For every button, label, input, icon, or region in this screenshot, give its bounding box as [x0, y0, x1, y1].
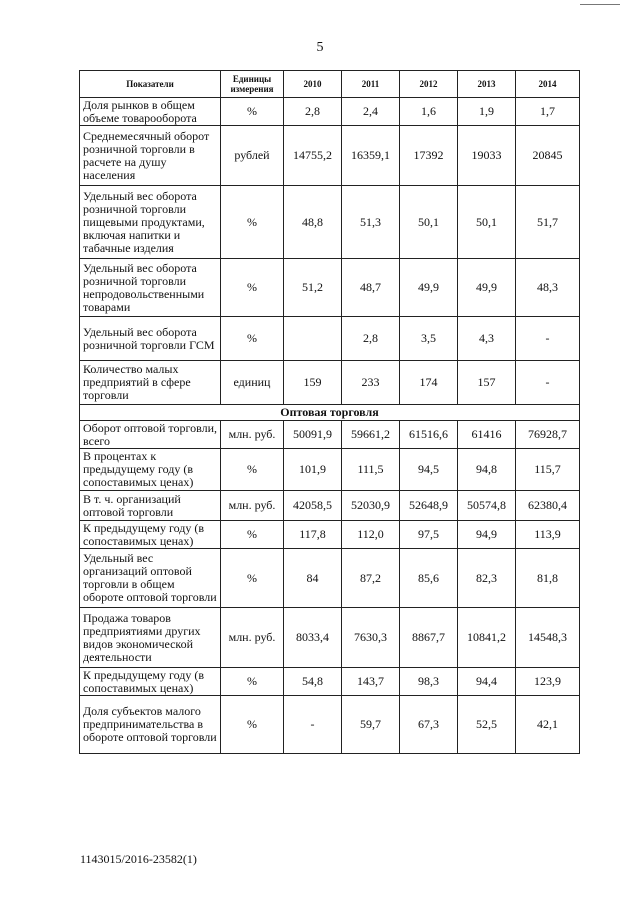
- unit-cell: %: [221, 186, 284, 259]
- value-cell: 94,5: [400, 449, 458, 491]
- indicator-cell: Количество малых предприятий в сфере торговли: [80, 361, 221, 405]
- indicator-cell: К предыдущему году (в сопоставимых ценах): [80, 521, 221, 549]
- value-cell: 174: [400, 361, 458, 405]
- unit-cell: %: [221, 549, 284, 608]
- unit-cell: %: [221, 98, 284, 126]
- table-row: [80, 449, 580, 491]
- value-cell: 1,6: [400, 98, 458, 126]
- indicator-cell: Оборот оптовой торговли, всего: [80, 421, 221, 449]
- value-cell: 159: [284, 361, 342, 405]
- value-cell: 48,3: [516, 259, 580, 317]
- value-cell: 82,3: [458, 549, 516, 608]
- value-cell: 94,9: [458, 521, 516, 549]
- table-row: [80, 549, 580, 608]
- value-cell: 49,9: [458, 259, 516, 317]
- unit-cell: единиц: [221, 361, 284, 405]
- value-cell: 233: [342, 361, 400, 405]
- value-cell: 94,4: [458, 668, 516, 696]
- value-cell: 17392: [400, 126, 458, 186]
- table-row: [80, 668, 580, 696]
- table-row: [80, 98, 580, 126]
- value-cell: 2,4: [342, 98, 400, 126]
- table-row: [80, 421, 580, 449]
- value-cell: 52030,9: [342, 491, 400, 521]
- unit-cell: млн. руб.: [221, 421, 284, 449]
- value-cell: 50,1: [400, 186, 458, 259]
- table-row: [80, 186, 580, 259]
- value-cell: 85,6: [400, 549, 458, 608]
- indicator-cell: Удельный вес оборота розничной торговли ГСМ: [80, 317, 221, 361]
- value-cell: 59,7: [342, 696, 400, 754]
- value-cell: 115,7: [516, 449, 580, 491]
- value-cell: 1,9: [458, 98, 516, 126]
- indicator-cell: Удельный вес оборота розничной торговли непродовольственными товарами: [80, 259, 221, 317]
- indicator-cell: К предыдущему году (в сопоставимых ценах): [80, 668, 221, 696]
- value-cell: 76928,7: [516, 421, 580, 449]
- indicator-cell: Удельный вес оборота розничной торговли пищевыми продуктами, включая напитки и табачные изделия: [80, 186, 221, 259]
- section-title: Оптовая торговля: [80, 405, 580, 421]
- unit-cell: %: [221, 521, 284, 549]
- indicator-cell: Доля рынков в общем объеме товарооборота: [80, 98, 221, 126]
- value-cell: [284, 317, 342, 361]
- value-cell: 54,8: [284, 668, 342, 696]
- value-cell: 98,3: [400, 668, 458, 696]
- value-cell: 112,0: [342, 521, 400, 549]
- header-year: 2012: [400, 71, 458, 98]
- value-cell: 20845: [516, 126, 580, 186]
- unit-cell: %: [221, 449, 284, 491]
- value-cell: 3,5: [400, 317, 458, 361]
- value-cell: 48,8: [284, 186, 342, 259]
- value-cell: 42058,5: [284, 491, 342, 521]
- document-id: 1143015/2016-23582(1): [80, 852, 197, 866]
- value-cell: 16359,1: [342, 126, 400, 186]
- value-cell: 48,7: [342, 259, 400, 317]
- value-cell: 49,9: [400, 259, 458, 317]
- value-cell: 51,3: [342, 186, 400, 259]
- value-cell: 51,2: [284, 259, 342, 317]
- unit-cell: %: [221, 696, 284, 754]
- unit-cell: %: [221, 259, 284, 317]
- value-cell: 61516,6: [400, 421, 458, 449]
- header-year: 2013: [458, 71, 516, 98]
- value-cell: 67,3: [400, 696, 458, 754]
- value-cell: 50,1: [458, 186, 516, 259]
- value-cell: -: [516, 317, 580, 361]
- statistics-table: [79, 70, 580, 754]
- unit-cell: рублей: [221, 126, 284, 186]
- indicator-cell: В процентах к предыдущему году (в сопоставимых ценах): [80, 449, 221, 491]
- value-cell: 2,8: [284, 98, 342, 126]
- value-cell: 4,3: [458, 317, 516, 361]
- table-row: [80, 696, 580, 754]
- top-edge-line: [580, 4, 620, 5]
- value-cell: -: [284, 696, 342, 754]
- section-row: [80, 405, 580, 421]
- header-year: 2014: [516, 71, 580, 98]
- value-cell: 50574,8: [458, 491, 516, 521]
- value-cell: 87,2: [342, 549, 400, 608]
- table-row: [80, 259, 580, 317]
- value-cell: 143,7: [342, 668, 400, 696]
- value-cell: 113,9: [516, 521, 580, 549]
- table-row: [80, 521, 580, 549]
- indicator-cell: Доля субъектов малого предпринимательства в обороте оптовой торговли: [80, 696, 221, 754]
- indicator-cell: Среднемесячный оборот розничной торговли в расчете на душу населения: [80, 126, 221, 186]
- table-row: [80, 317, 580, 361]
- value-cell: 157: [458, 361, 516, 405]
- value-cell: -: [516, 361, 580, 405]
- value-cell: 97,5: [400, 521, 458, 549]
- value-cell: 7630,3: [342, 608, 400, 668]
- value-cell: 62380,4: [516, 491, 580, 521]
- value-cell: 51,7: [516, 186, 580, 259]
- header-year: 2011: [342, 71, 400, 98]
- value-cell: 61416: [458, 421, 516, 449]
- table-row: [80, 608, 580, 668]
- value-cell: 81,8: [516, 549, 580, 608]
- value-cell: 84: [284, 549, 342, 608]
- unit-cell: %: [221, 317, 284, 361]
- value-cell: 2,8: [342, 317, 400, 361]
- header-indicator: Показатели: [80, 71, 221, 98]
- value-cell: 94,8: [458, 449, 516, 491]
- page-number: 5: [316, 40, 324, 55]
- value-cell: 42,1: [516, 696, 580, 754]
- value-cell: 52648,9: [400, 491, 458, 521]
- value-cell: 111,5: [342, 449, 400, 491]
- value-cell: 19033: [458, 126, 516, 186]
- value-cell: 52,5: [458, 696, 516, 754]
- unit-cell: млн. руб.: [221, 608, 284, 668]
- value-cell: 8033,4: [284, 608, 342, 668]
- indicator-cell: В т. ч. организаций оптовой торговли: [80, 491, 221, 521]
- value-cell: 117,8: [284, 521, 342, 549]
- value-cell: 101,9: [284, 449, 342, 491]
- unit-cell: млн. руб.: [221, 491, 284, 521]
- header-year: 2010: [284, 71, 342, 98]
- value-cell: 10841,2: [458, 608, 516, 668]
- value-cell: 50091,9: [284, 421, 342, 449]
- table-row: [80, 126, 580, 186]
- value-cell: 8867,7: [400, 608, 458, 668]
- value-cell: 123,9: [516, 668, 580, 696]
- value-cell: 14755,2: [284, 126, 342, 186]
- unit-cell: %: [221, 668, 284, 696]
- table-row: [80, 491, 580, 521]
- table-row: [80, 361, 580, 405]
- indicator-cell: Продажа товаров предприятиями других видов экономической деятельности: [80, 608, 221, 668]
- indicator-cell: Удельный вес организаций оптовой торговли в общем обороте оптовой торговли: [80, 549, 221, 608]
- value-cell: 59661,2: [342, 421, 400, 449]
- value-cell: 1,7: [516, 98, 580, 126]
- value-cell: 14548,3: [516, 608, 580, 668]
- header-row: [80, 71, 580, 98]
- header-unit: Единицы измерения: [221, 71, 284, 98]
